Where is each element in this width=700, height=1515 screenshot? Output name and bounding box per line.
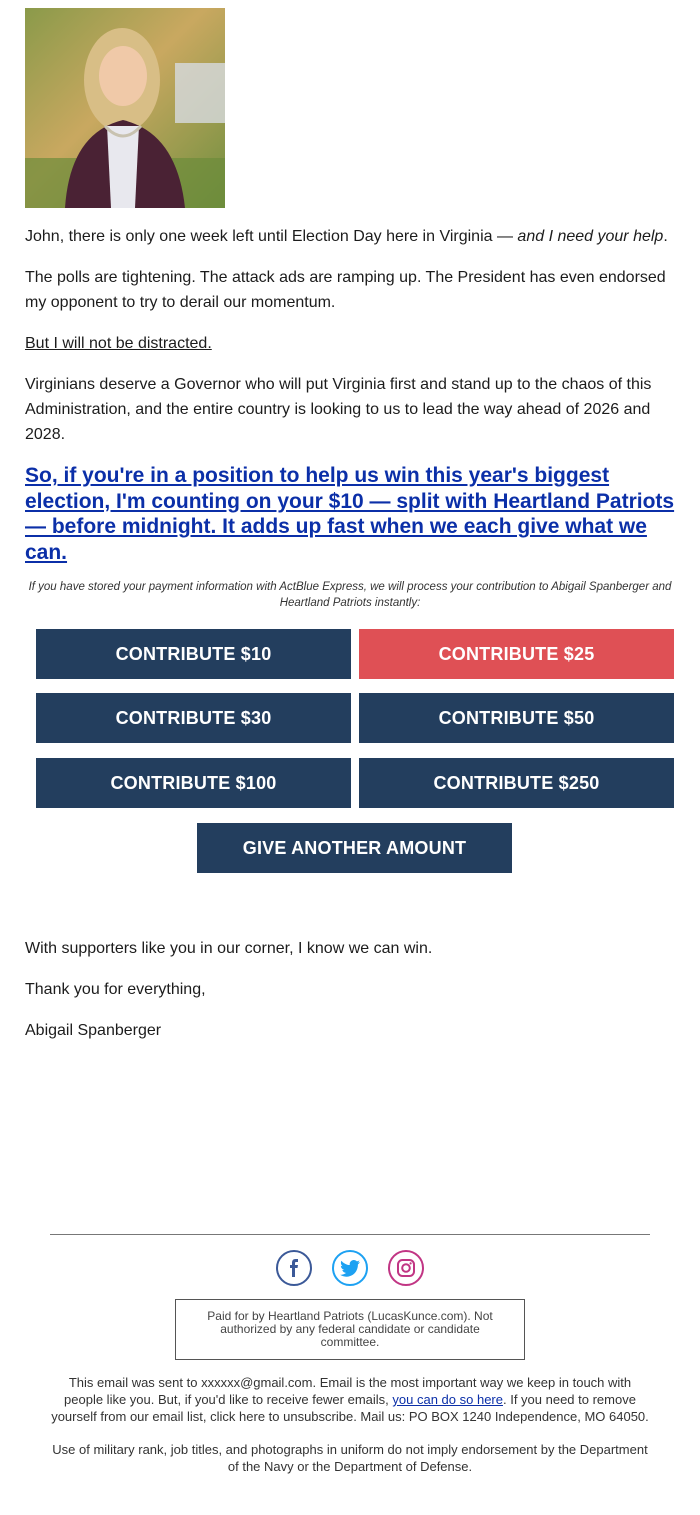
contribution-buttons [25,629,675,879]
footer-divider [50,1234,650,1235]
paid-for-disclaimer [175,1299,525,1360]
thanks-line: Thank you for everything, [25,981,206,998]
paid-for-text: Paid for by Heartland Patriots (LucasKunce.com). Not authorized by any federal candidate or candidate committee. [207,1309,493,1349]
polls-paragraph: The polls are tightening. The attack ads are ramping up. The President has even endorsed my opponent to try to derail our momentum. [25,269,666,311]
intro-emphasis: and I need your help [517,228,664,245]
virginians-paragraph: Virginians deserve a Governor who will put Virginia first and stand up to the chaos of this Administration, and the entire country is looking to us to lead the way ahead of 2026 and 2028. [25,376,652,443]
closing-section [25,936,675,1059]
facebook-icon [286,1259,302,1277]
recipient-email: xxxxxx@gmail.com [201,1375,313,1390]
facebook-link[interactable] [276,1250,312,1286]
contribute-25-button[interactable]: CONTRIBUTE $25 [359,629,674,679]
footer [50,1374,650,1491]
fewer-emails-link[interactable]: you can do so here [392,1392,503,1407]
intro-end: . [663,228,668,245]
email-notice: This email was sent to xxxxxx@gmail.com. Email is the most important way we keep in touch with people like you. But, if you'd like to receive fewer emails, you can do so here. If you need to remove yourself from our email list, click here to unsubscribe. Mail us: PO BOX 1240 Independence, MO 64050. [51,1375,649,1424]
closing-line: With supporters like you in our corner, I know we can win. [25,940,433,957]
contribute-250-button[interactable]: CONTRIBUTE $250 [359,758,674,808]
not-distracted-paragraph: But I will not be distracted. [25,335,212,352]
twitter-icon [340,1260,360,1277]
actblue-disclaimer: If you have stored your payment information with ActBlue Express, we will process your contribution to Abigail Spanberger and Heartland Patriots instantly: [28,581,672,609]
twitter-link[interactable] [332,1250,368,1286]
instagram-link[interactable] [388,1250,424,1286]
donate-headline-link[interactable]: So, if you're in a position to help us win this year's biggest election, I'm counting on your $10 — split with Heartland Patriots — before midnight. It adds up fast when we each give what we can. [25,464,675,564]
intro-paragraph [25,224,675,249]
contribute-10-button[interactable]: CONTRIBUTE $10 [36,629,351,679]
contribute-100-button[interactable]: CONTRIBUTE $100 [36,758,351,808]
intro-text: John, there is only one week left until Election Day here in Virginia — [25,228,518,245]
instagram-icon [397,1259,415,1277]
contribute-30-button[interactable]: CONTRIBUTE $30 [36,693,351,743]
contribute-50-button[interactable]: CONTRIBUTE $50 [359,693,674,743]
signature: Abigail Spanberger [25,1022,162,1039]
candidate-photo [25,8,225,208]
give-another-amount-button[interactable]: GIVE ANOTHER AMOUNT [197,823,512,873]
military-disclaimer: Use of military rank, job titles, and photographs in uniform do not imply endorsement by the Department of the Navy or the Department of Defense. [52,1442,648,1474]
